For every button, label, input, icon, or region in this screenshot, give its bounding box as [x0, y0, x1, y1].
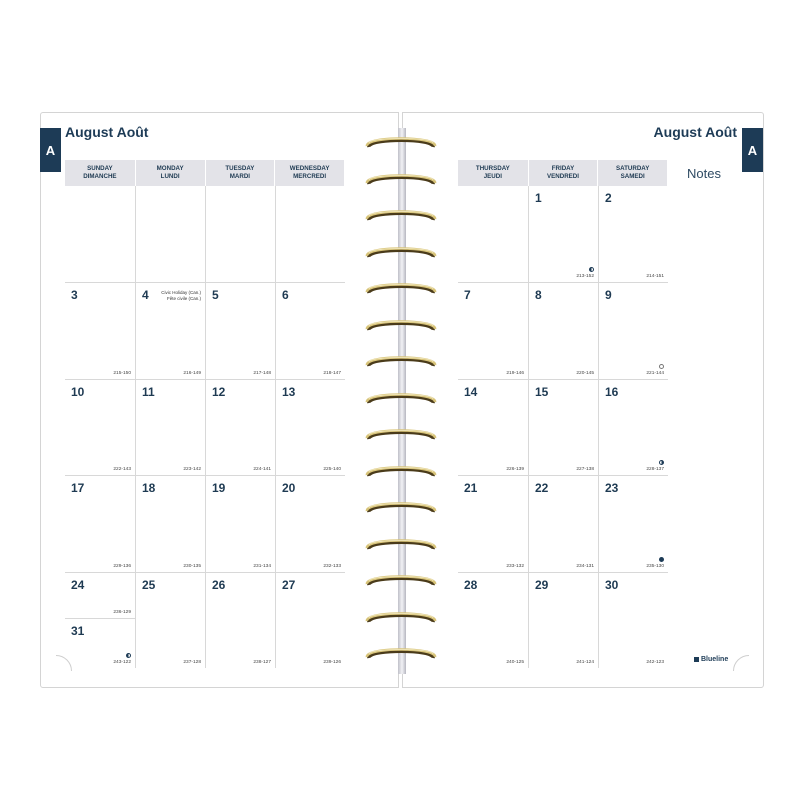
- weekday-header-thursday: THURSDAY JEUDI: [475, 165, 510, 180]
- day-number: 30: [605, 578, 619, 592]
- day-number: 7: [464, 288, 471, 302]
- day-number: 14: [464, 385, 478, 399]
- day-cell-friday[interactable]: [528, 186, 598, 282]
- day-count: 232-133: [323, 564, 341, 569]
- day-cell-friday[interactable]: [528, 475, 598, 572]
- day-count: 223-142: [183, 467, 201, 472]
- day-cell-sunday: [65, 186, 135, 282]
- weekday-header-tuesday: TUESDAY MARDI: [205, 160, 275, 186]
- day-count: 221-144: [646, 371, 664, 376]
- day-count: 243-122: [113, 660, 131, 665]
- day-count: 214-151: [646, 274, 664, 279]
- binding-ring: [363, 207, 439, 223]
- day-number: 16: [605, 385, 619, 399]
- day-count: 241-124: [576, 660, 594, 665]
- binding-ring: [363, 134, 439, 150]
- day-count: 224-141: [253, 467, 271, 472]
- day-count: 238-127: [253, 660, 271, 665]
- day-count: 229-136: [113, 564, 131, 569]
- weekday-header-sunday: SUNDAY DIMANCHE: [83, 165, 117, 180]
- day-cell-thursday[interactable]: [458, 379, 528, 475]
- day-number: 1: [535, 191, 542, 205]
- weekday-header-monday: MONDAY LUNDI: [135, 160, 205, 186]
- weekday-header-left: [65, 160, 344, 186]
- binding-ring: [363, 171, 439, 187]
- day-count: 217-148: [253, 371, 271, 376]
- day-cell-friday[interactable]: [528, 572, 598, 668]
- month-title-left: August Août: [65, 124, 149, 140]
- day-cell-wednesday: [275, 186, 345, 282]
- day-count: 230-135: [183, 564, 201, 569]
- binding-ring: [363, 426, 439, 442]
- day-number: 28: [464, 578, 478, 592]
- day-number: 11: [142, 385, 155, 399]
- day-cell-tuesday[interactable]: [205, 572, 275, 668]
- day-count: 222-143: [113, 467, 131, 472]
- weekday-header-friday: FRIDAY VENDREDI: [528, 160, 598, 186]
- day-cell-sunday[interactable]: [65, 475, 135, 572]
- day-cell-sunday[interactable]: [65, 379, 135, 475]
- binding-ring: [363, 390, 439, 406]
- day-number: 4: [142, 288, 149, 302]
- day-number: 6: [282, 288, 289, 302]
- binding-ring: [363, 645, 439, 661]
- day-count: 218-147: [323, 371, 341, 376]
- full-moon-icon: [659, 364, 664, 369]
- binding-ring: [363, 572, 439, 588]
- day-number: 9: [605, 288, 612, 302]
- month-tab-right[interactable]: A: [742, 128, 763, 172]
- day-cell-monday: [135, 186, 205, 282]
- day-cell-wednesday[interactable]: [275, 572, 345, 668]
- day-cell-saturday[interactable]: [598, 572, 668, 668]
- day-count: 233-132: [506, 564, 524, 569]
- new-moon-icon: [659, 557, 664, 562]
- day-count: 239-126: [323, 660, 341, 665]
- day-number: 19: [212, 481, 226, 495]
- day-number: 27: [282, 578, 296, 592]
- day-count: 231-134: [253, 564, 271, 569]
- last-moon-icon: [126, 653, 131, 658]
- day-count: 215-150: [113, 371, 131, 376]
- day-number: 18: [142, 481, 156, 495]
- day-cell-thursday[interactable]: [458, 282, 528, 379]
- day-count: 242-123: [646, 660, 664, 665]
- day-count: 225-140: [323, 467, 341, 472]
- day-number: 5: [212, 288, 219, 302]
- weekday-header-saturday: SATURDAY SAMEDI: [597, 160, 667, 186]
- day-cell-monday[interactable]: [135, 572, 205, 668]
- day-count: 227-138: [576, 467, 594, 472]
- day-cell-monday[interactable]: [135, 282, 205, 379]
- day-cell-wednesday[interactable]: [275, 379, 345, 475]
- day-cell-sunday[interactable]: [65, 282, 135, 379]
- month-title-right: August Août: [653, 124, 737, 140]
- day-number: 12: [212, 385, 226, 399]
- day-cell-thursday[interactable]: [458, 572, 528, 668]
- day-cell-sunday[interactable]: [65, 572, 135, 618]
- binding-ring: [363, 463, 439, 479]
- binding-ring: [363, 536, 439, 552]
- holiday-note: [161, 290, 201, 301]
- day-count: 226-139: [506, 467, 524, 472]
- day-count: 213-152: [576, 274, 594, 279]
- first-moon-icon: [659, 460, 664, 465]
- day-cell-friday[interactable]: [528, 282, 598, 379]
- day-cell-tuesday[interactable]: [205, 475, 275, 572]
- day-cell-wednesday[interactable]: [275, 282, 345, 379]
- day-cell-saturday[interactable]: [598, 186, 668, 282]
- day-number: 25: [142, 578, 156, 592]
- brand-logo: [694, 656, 728, 663]
- day-number: 8: [535, 288, 542, 302]
- day-cell-tuesday[interactable]: [205, 282, 275, 379]
- day-cell-monday[interactable]: [135, 475, 205, 572]
- binding-ring: [363, 280, 439, 296]
- day-number: 2: [605, 191, 612, 205]
- day-number: 13: [282, 385, 296, 399]
- day-number: 23: [605, 481, 619, 495]
- day-count: 240-125: [506, 660, 524, 665]
- last-moon-icon: [589, 267, 594, 272]
- binding-ring: [363, 244, 439, 260]
- day-count: 236-129: [113, 610, 131, 615]
- day-cell-monday[interactable]: [135, 379, 205, 475]
- binding-ring: [363, 499, 439, 515]
- day-cell-saturday[interactable]: [598, 475, 668, 572]
- month-tab-left[interactable]: A: [40, 128, 61, 172]
- day-count: 235-130: [646, 564, 664, 569]
- day-cell-tuesday: [205, 186, 275, 282]
- day-cell-friday[interactable]: [528, 379, 598, 475]
- day-number: 10: [71, 385, 85, 399]
- day-cell-thursday[interactable]: [458, 475, 528, 572]
- day-cell-tuesday[interactable]: [205, 379, 275, 475]
- weekday-header-wednesday: WEDNESDAY MERCREDI: [274, 160, 344, 186]
- binding-ring: [363, 353, 439, 369]
- day-count: 228-137: [646, 467, 664, 472]
- day-number: 26: [212, 578, 226, 592]
- weekday-header-right: [458, 160, 667, 186]
- day-cell-sunday[interactable]: [65, 618, 135, 668]
- brand-logo-text: Blueline: [701, 656, 729, 663]
- day-cell-wednesday[interactable]: [275, 475, 345, 572]
- day-number: 31: [71, 624, 85, 638]
- day-cell-thursday: [458, 186, 528, 282]
- day-cell-saturday[interactable]: [598, 379, 668, 475]
- day-count: 220-145: [576, 371, 594, 376]
- brand-logo-icon: [694, 657, 699, 662]
- day-number: 15: [535, 385, 549, 399]
- holiday-text: Civic Holiday (Can.): [161, 290, 201, 295]
- day-number: 24: [71, 578, 85, 592]
- day-number: 22: [535, 481, 549, 495]
- binding-ring: [363, 317, 439, 333]
- day-number: 20: [282, 481, 296, 495]
- day-number: 29: [535, 578, 549, 592]
- holiday-text: Fête civile (Can.): [166, 295, 201, 301]
- day-cell-saturday[interactable]: [598, 282, 668, 379]
- notes-label: Notes: [687, 166, 721, 181]
- day-number: 17: [71, 481, 85, 495]
- day-count: 237-128: [183, 660, 201, 665]
- day-count: 234-131: [576, 564, 594, 569]
- binding-ring: [363, 609, 439, 625]
- day-count: 216-149: [183, 371, 201, 376]
- day-count: 219-146: [506, 371, 524, 376]
- day-number: 3: [71, 288, 78, 302]
- day-number: 21: [464, 481, 478, 495]
